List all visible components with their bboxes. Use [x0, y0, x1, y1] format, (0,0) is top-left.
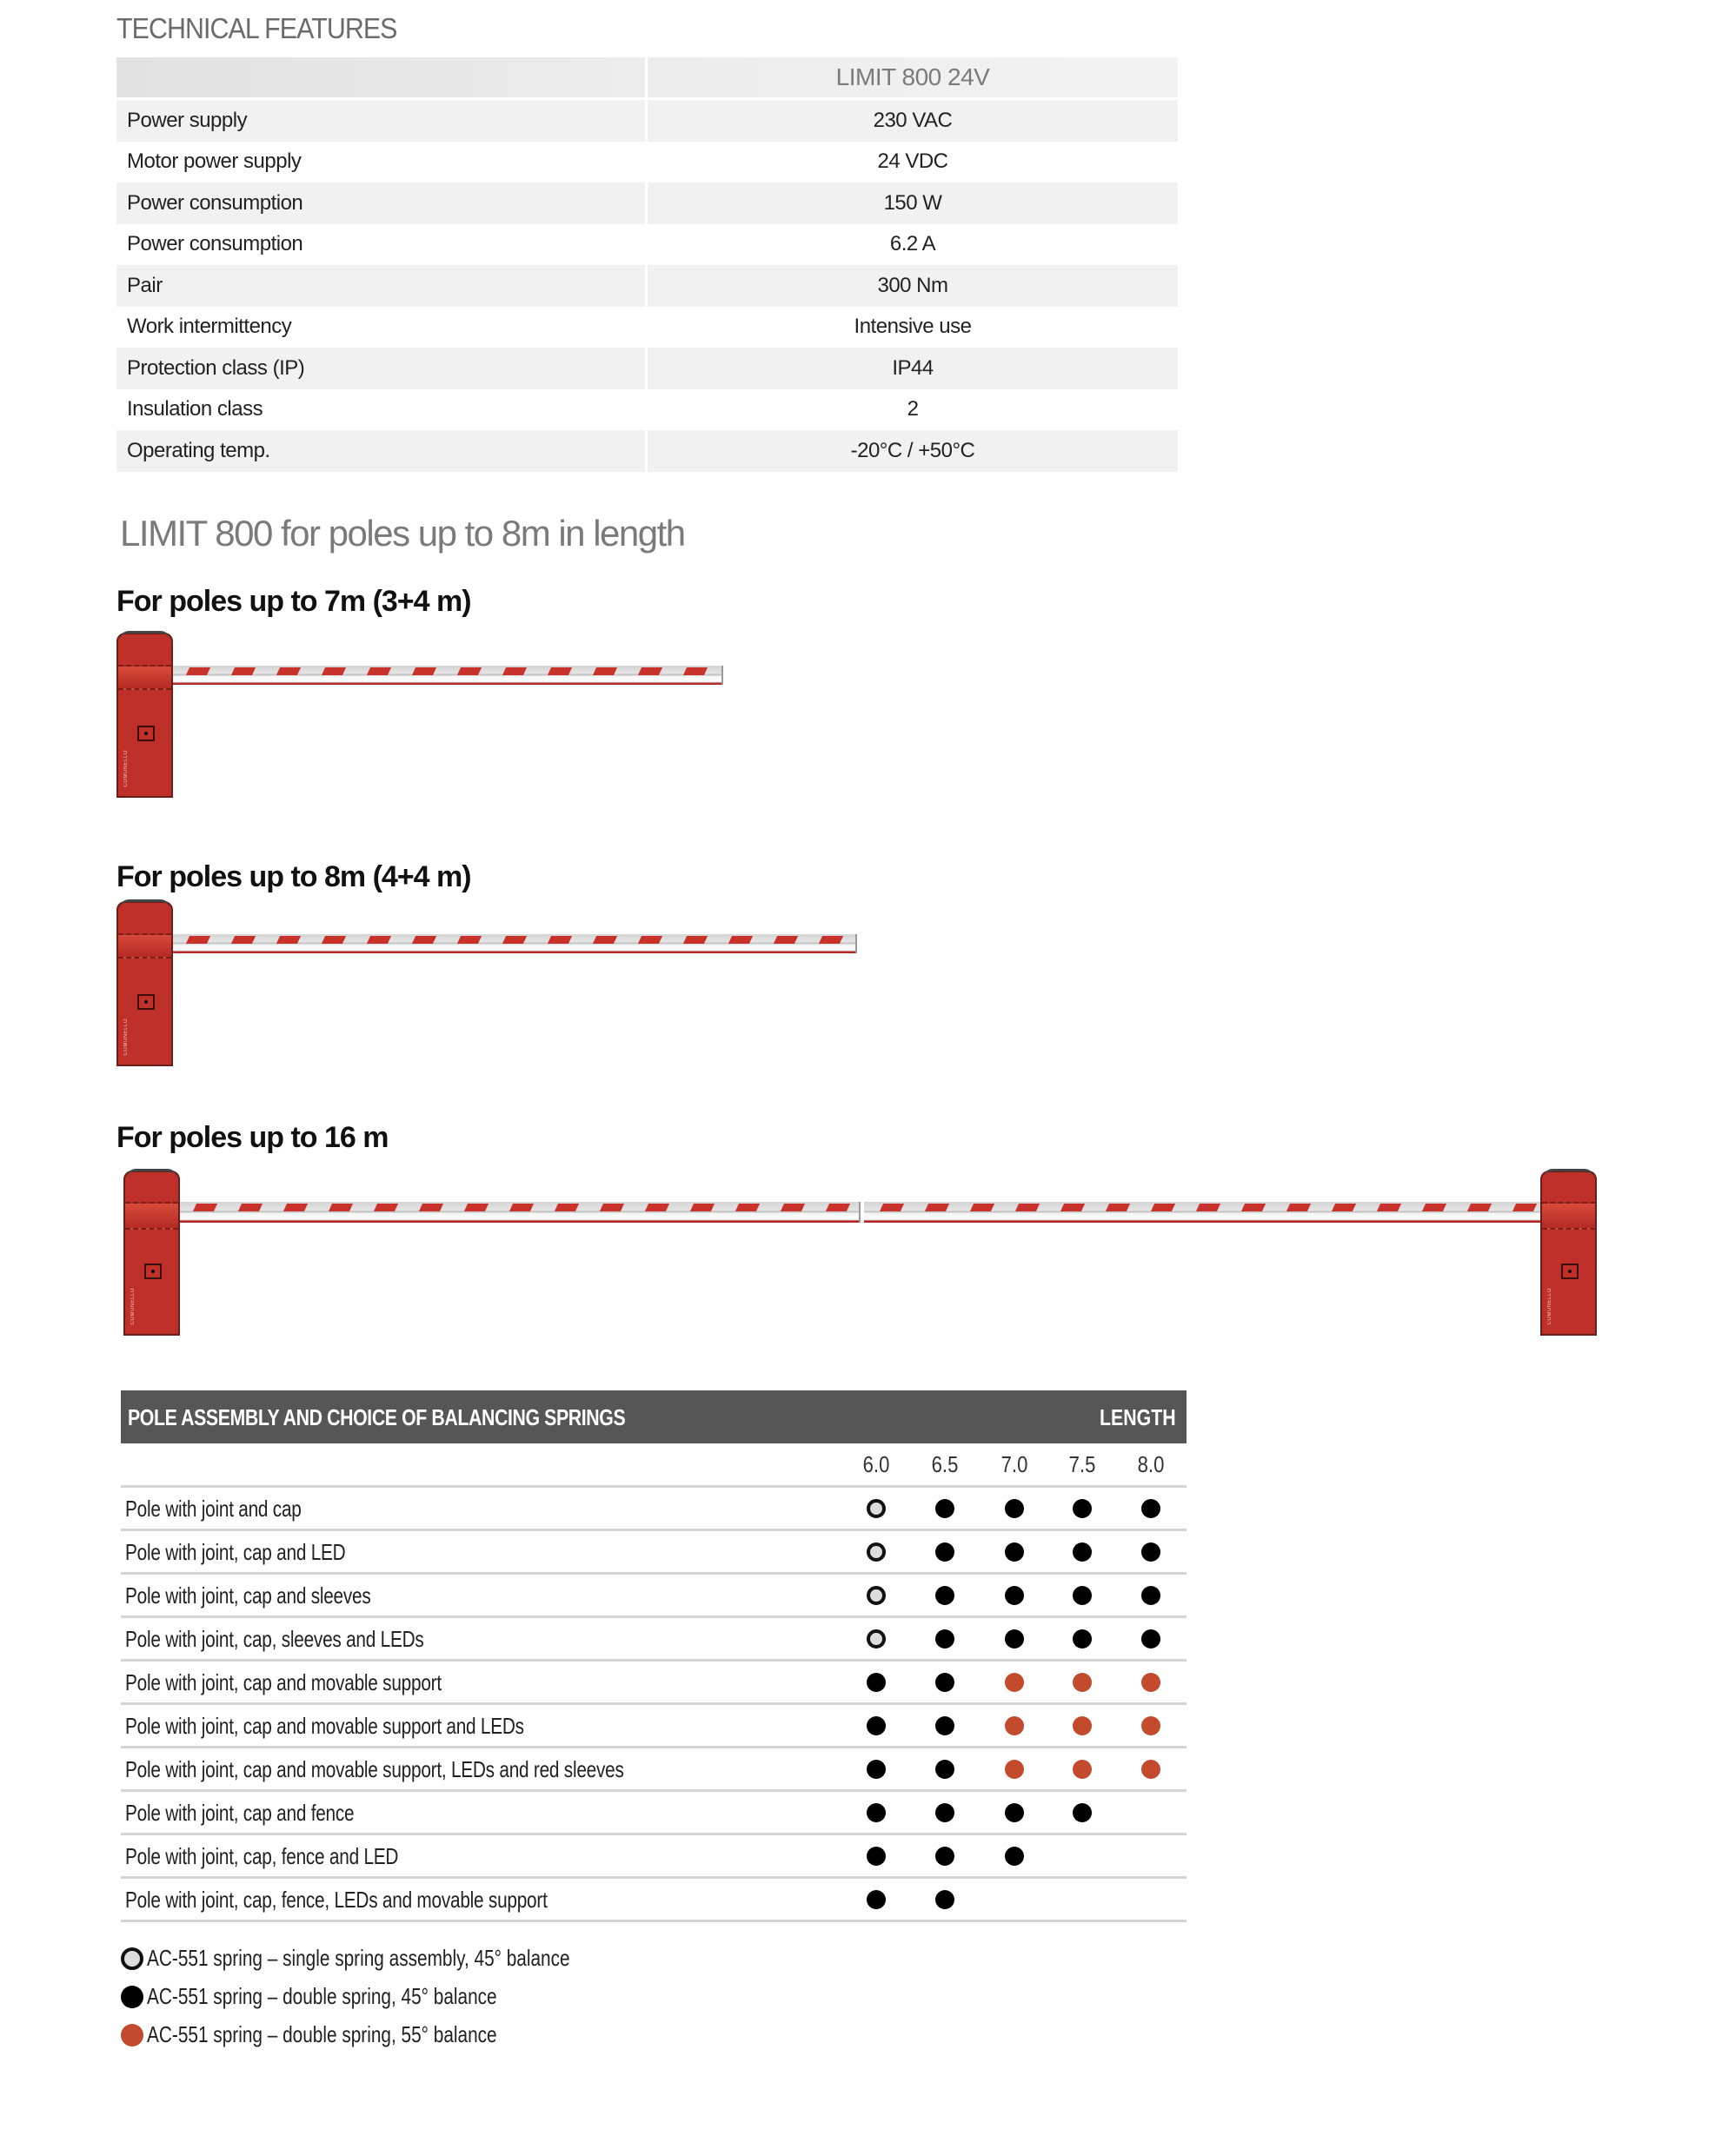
spring-black-dot-icon — [935, 1716, 954, 1735]
table-row — [116, 182, 1178, 224]
row-divider — [121, 1833, 1187, 1835]
config-title-7m: For poles up to 7m (3+4 m) — [116, 585, 471, 618]
spring-black-dot-icon — [1073, 1586, 1092, 1605]
table-row — [116, 100, 1178, 142]
spring-black-dot-icon — [935, 1890, 954, 1909]
barrier-illustration-8m — [116, 901, 864, 1066]
spring-red-dot-icon — [1005, 1760, 1024, 1779]
length-col-6-5: 6.5 — [931, 1451, 959, 1477]
feature-value: IP44 — [645, 348, 1178, 389]
feature-label: Insulation class — [127, 397, 263, 421]
spring-black-dot-icon — [935, 1673, 954, 1692]
length-col-7-0: 7.0 — [1000, 1451, 1028, 1477]
spring-black-dot-icon — [1005, 1586, 1024, 1605]
header-empty-cell — [116, 57, 645, 97]
length-col-6-0: 6.0 — [862, 1451, 890, 1477]
spring-red-dot-icon — [1005, 1716, 1024, 1735]
table-header-row — [116, 57, 1178, 100]
spring-row-label: Pole with joint, cap and fence — [125, 1800, 355, 1826]
key-lock-icon — [144, 1264, 162, 1279]
spring-black-dot-icon — [867, 1716, 886, 1735]
row-divider — [121, 1876, 1187, 1879]
spring-row-label: Pole with joint, cap, fence, LEDs and movable support — [125, 1887, 548, 1913]
legend-hollow-dot-icon — [121, 1947, 143, 1970]
feature-value: 150 W — [645, 182, 1178, 224]
feature-label: Pair — [127, 273, 163, 297]
spring-row-label: Pole with joint, cap, fence and LED — [125, 1843, 399, 1869]
feature-value: 2 — [645, 389, 1178, 431]
feature-value: 230 VAC — [645, 100, 1178, 142]
spring-red-dot-icon — [1141, 1673, 1160, 1692]
brand-logo: COMUNELLO — [123, 750, 129, 787]
feature-label: Power supply — [127, 108, 248, 132]
legend-item — [121, 1983, 584, 2010]
spring-black-dot-icon — [867, 1847, 886, 1866]
barrier-beam-right — [864, 1202, 1544, 1223]
feature-label: Motor power supply — [127, 149, 302, 174]
spring-black-dot-icon — [1073, 1629, 1092, 1649]
spring-black-dot-icon — [867, 1760, 886, 1779]
spring-black-dot-icon — [867, 1673, 886, 1692]
barrier-post — [116, 901, 173, 1066]
brand-logo: COMUNELLO — [130, 1288, 136, 1325]
row-divider — [121, 1529, 1187, 1531]
spring-black-dot-icon — [935, 1586, 954, 1605]
barrier-beam — [170, 666, 723, 685]
feature-label: Protection class (IP) — [127, 355, 305, 380]
column-header-model: LIMIT 800 24V — [645, 57, 1178, 97]
spring-row-label: Pole with joint, cap and sleeves — [125, 1582, 371, 1609]
spring-row-label: Pole with joint and cap — [125, 1496, 302, 1522]
row-divider — [121, 1615, 1187, 1618]
spring-black-dot-icon — [1005, 1499, 1024, 1518]
row-divider — [121, 1572, 1187, 1575]
spring-red-dot-icon — [1141, 1760, 1160, 1779]
spring-black-dot-icon — [1141, 1542, 1160, 1562]
table-row — [116, 265, 1178, 307]
spring-red-dot-icon — [1141, 1716, 1160, 1735]
brand-logo: COMUNELLO — [1547, 1288, 1552, 1325]
feature-value: 300 Nm — [645, 265, 1178, 307]
spring-red-dot-icon — [1005, 1673, 1024, 1692]
legend-label: AC-551 spring – double spring, 55° balance — [147, 2021, 497, 2047]
row-divider — [121, 1485, 1187, 1488]
spring-table-header — [121, 1390, 1187, 1443]
legend-item — [121, 2021, 584, 2048]
table-row — [116, 142, 1178, 183]
spring-black-dot-icon — [935, 1847, 954, 1866]
spring-black-dot-icon — [935, 1499, 954, 1518]
spring-red-dot-icon — [1073, 1673, 1092, 1692]
barrier-post — [116, 633, 173, 798]
spring-black-dot-icon — [1141, 1499, 1160, 1518]
feature-value: 6.2 A — [645, 224, 1178, 266]
spring-hollow-dot-icon — [867, 1542, 886, 1562]
key-lock-icon — [137, 726, 155, 741]
spring-hollow-dot-icon — [867, 1629, 886, 1649]
spring-hollow-dot-icon — [867, 1499, 886, 1518]
feature-value: Intensive use — [645, 307, 1178, 348]
spring-hollow-dot-icon — [867, 1586, 886, 1605]
spring-row-label: Pole with joint, cap and movable support — [125, 1669, 442, 1695]
length-header: LENGTH — [1100, 1404, 1176, 1430]
legend-label: AC-551 spring – double spring, 45° balance — [147, 1983, 497, 2009]
technical-features-table — [116, 57, 1178, 472]
feature-label: Power consumption — [127, 232, 303, 256]
feature-label: Work intermittency — [127, 315, 292, 339]
spring-red-dot-icon — [1073, 1716, 1092, 1735]
spring-black-dot-icon — [1073, 1803, 1092, 1822]
spring-row-label: Pole with joint, cap, sleeves and LEDs — [125, 1626, 424, 1652]
technical-features-title: TECHNICAL FEATURES — [116, 12, 397, 44]
spring-black-dot-icon — [867, 1803, 886, 1822]
spring-black-dot-icon — [1005, 1847, 1024, 1866]
spring-black-dot-icon — [935, 1629, 954, 1649]
barrier-post-left — [123, 1171, 180, 1336]
spring-black-dot-icon — [1005, 1803, 1024, 1822]
table-row — [116, 389, 1178, 431]
spring-row-label: Pole with joint, cap and movable support, LEDs and red sleeves — [125, 1756, 624, 1782]
spring-row-label: Pole with joint, cap and LED — [125, 1539, 346, 1565]
spring-black-dot-icon — [1141, 1629, 1160, 1649]
spring-table-title: POLE ASSEMBLY AND CHOICE OF BALANCING SPRINGS — [128, 1404, 626, 1430]
spring-black-dot-icon — [935, 1760, 954, 1779]
barrier-beam-left — [177, 1202, 861, 1223]
spring-black-dot-icon — [1005, 1542, 1024, 1562]
barrier-beam — [170, 934, 857, 953]
table-row — [116, 307, 1178, 348]
table-row — [116, 224, 1178, 266]
spring-black-dot-icon — [867, 1890, 886, 1909]
legend-red-dot-icon — [121, 2024, 143, 2047]
spring-black-dot-icon — [935, 1542, 954, 1562]
length-col-8-0: 8.0 — [1137, 1451, 1165, 1477]
poles-section-heading: LIMIT 800 for poles up to 8m in length — [120, 513, 685, 554]
legend-label: AC-551 spring – single spring assembly, 45° balance — [147, 1945, 570, 1971]
spring-black-dot-icon — [1005, 1629, 1024, 1649]
legend-black-dot-icon — [121, 1986, 143, 2008]
feature-label: Operating temp. — [127, 438, 270, 462]
spring-black-dot-icon — [935, 1803, 954, 1822]
feature-value: -20°C / +50°C — [645, 430, 1178, 472]
spring-black-dot-icon — [1141, 1586, 1160, 1605]
barrier-post-right — [1540, 1171, 1597, 1336]
spring-row-label: Pole with joint, cap and movable support and LEDs — [125, 1713, 524, 1739]
row-divider — [121, 1920, 1187, 1922]
spring-red-dot-icon — [1073, 1760, 1092, 1779]
row-divider — [121, 1789, 1187, 1792]
spring-black-dot-icon — [1073, 1542, 1092, 1562]
config-title-16m: For poles up to 16 m — [116, 1121, 389, 1154]
row-divider — [121, 1746, 1187, 1748]
brand-logo: COMUNELLO — [123, 1018, 129, 1056]
key-lock-icon — [1561, 1264, 1579, 1279]
config-title-8m: For poles up to 8m (4+4 m) — [116, 860, 471, 893]
legend-item — [121, 1945, 675, 1972]
key-lock-icon — [137, 994, 155, 1010]
barrier-illustration-16m — [123, 1171, 1598, 1336]
length-col-7-5: 7.5 — [1068, 1451, 1096, 1477]
table-row — [116, 430, 1178, 472]
barrier-illustration-7m — [116, 633, 725, 798]
feature-value: 24 VDC — [645, 142, 1178, 183]
row-divider — [121, 1702, 1187, 1705]
spring-black-dot-icon — [1073, 1499, 1092, 1518]
table-row — [116, 348, 1178, 389]
row-divider — [121, 1659, 1187, 1662]
feature-label: Power consumption — [127, 190, 303, 215]
